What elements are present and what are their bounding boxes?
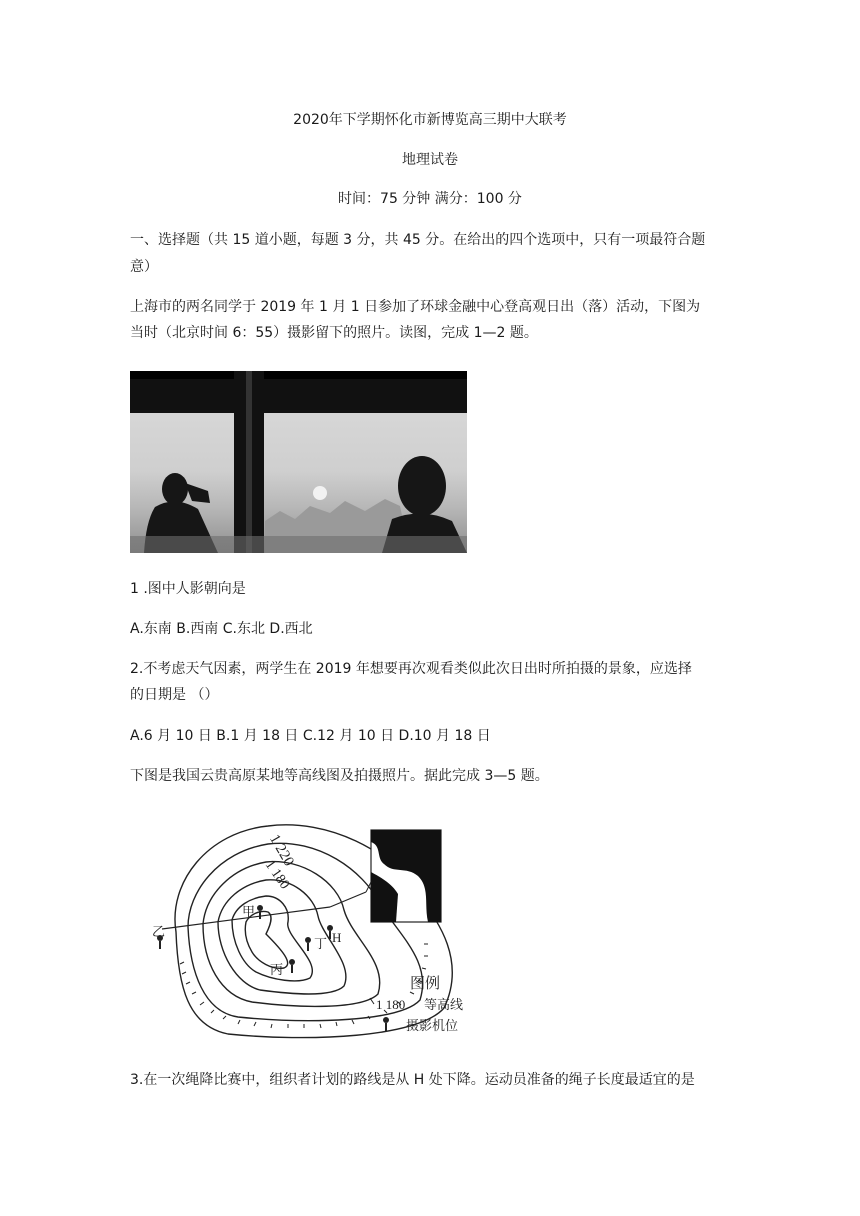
passage-1-line-1: 上海市的两名同学于 2019 年 1 月 1 日参加了环球金融中心登高观日出（落）活动，下图为 (130, 299, 701, 315)
legend-contour: 等高线 (424, 997, 464, 1012)
question-2-stem-line-1: 2.不考虑天气因素，两学生在 2019 年想要再次观看类似此次日出时所拍摄的景象，应选择 (130, 661, 692, 677)
question-2-stem-line-2: 的日期是 （） (130, 687, 219, 703)
exam-subject: 地理试卷 (402, 152, 458, 168)
exam-title: 2020年下学期怀化市新博览高三期中大联考 (293, 112, 567, 128)
exam-time-info: 时间：75 分钟 满分：100 分 (338, 191, 522, 207)
question-1-options: A.东南 B.西南 C.东北 D.西北 (130, 621, 313, 637)
question-3-stem: 3.在一次绳降比赛中，组织者计划的路线是从 H 处下降。运动员准备的绳子长度最适宜的是 (130, 1072, 695, 1088)
label-bing: 丙 (270, 962, 284, 977)
legend-value: 1 180 (376, 997, 406, 1012)
passage-1-line-2: 当时（北京时间 6：55）摄影留下的照片。读图，完成 1—2 题。 (130, 325, 538, 341)
question-2-options: A.6 月 10 日 B.1 月 18 日 C.12 月 10 日 D.10 月 18 日 (130, 728, 491, 744)
section-heading-cont: 意） (130, 259, 158, 275)
legend-title: 图例 (410, 976, 441, 992)
label-ding: 丁 (314, 936, 328, 951)
contour-label-1180: 1 180 (261, 857, 293, 893)
label-h: H (332, 930, 342, 945)
contour-map-drawing (148, 812, 498, 1042)
contour-label-1220: 1 220 (266, 831, 297, 870)
section-heading: 一、选择题（共 15 道小题，每题 3 分，共 45 分。在给出的四个选项中，只有一项最符合题 (130, 232, 706, 248)
contour-map (148, 812, 498, 1042)
label-yi: 乙 (152, 924, 166, 939)
legend-camera: 摄影机位 (406, 1018, 459, 1033)
sunrise-photo (130, 371, 467, 553)
sunrise-photo-drawing (130, 371, 467, 553)
question-1-stem: 1 .图中人影朝向是 (130, 581, 246, 597)
label-jia: 甲 (242, 904, 256, 919)
passage-2: 下图是我国云贵高原某地等高线图及拍摄照片。据此完成 3—5 题。 (130, 768, 549, 784)
